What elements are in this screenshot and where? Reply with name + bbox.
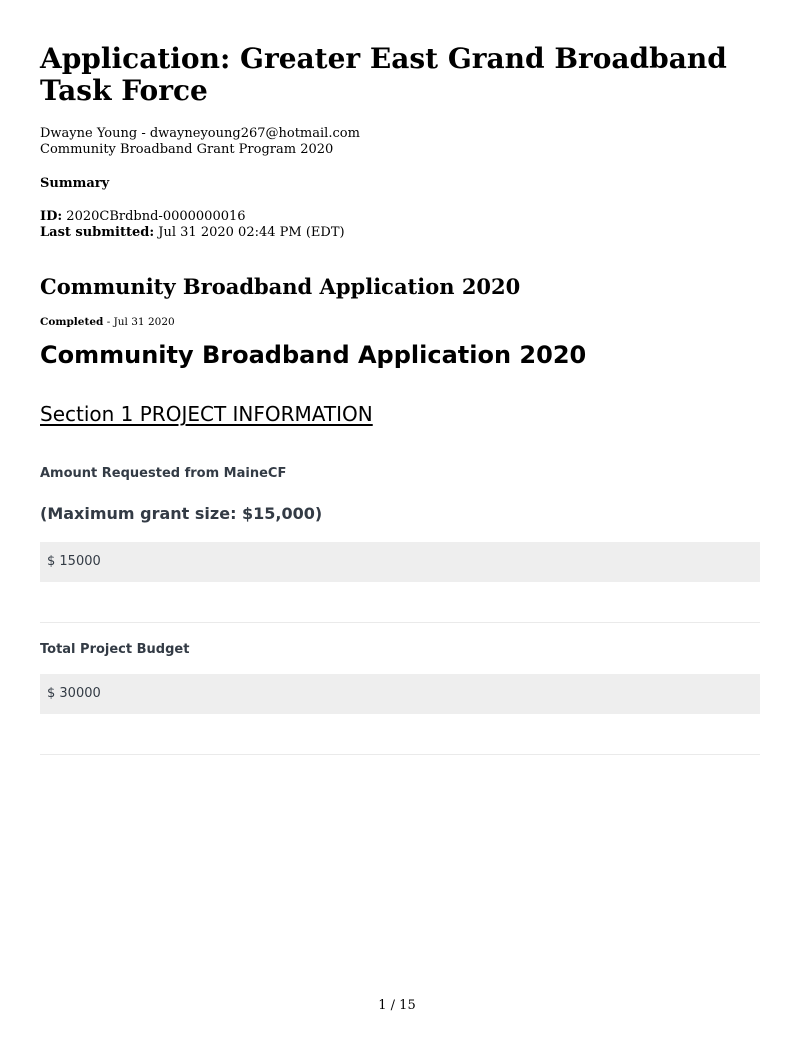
section-title: Section 1 PROJECT INFORMATION [40, 402, 373, 426]
form-status [40, 316, 175, 328]
program-name: Community Broadband Grant Program 2020 [40, 142, 334, 157]
page-number: 1 / 15 [378, 998, 416, 1013]
divider [40, 622, 760, 623]
application-title: Application: Greater East Grand Broadband Task Force [40, 42, 727, 107]
question-label-amount-requested: Amount Requested from MaineCF [40, 466, 287, 481]
submitted-row [40, 225, 345, 241]
answer-total-budget: $ 30000 [40, 674, 760, 714]
applicant-contact: Dwayne Young - dwayneyoung267@hotmail.com [40, 126, 360, 141]
summary-heading: Summary [40, 176, 110, 191]
form-name: Community Broadband Application 2020 [40, 274, 521, 299]
status-date: - Jul 31 2020 [106, 316, 175, 328]
submitted-value: Jul 31 2020 02:44 PM (EDT) [158, 225, 345, 240]
question-sublabel-max-grant: (Maximum grant size: $15,000) [40, 504, 323, 523]
id-value: 2020CBrdbnd-0000000016 [66, 209, 246, 224]
applicant-info [40, 126, 360, 158]
question-label-total-budget: Total Project Budget [40, 642, 190, 657]
submitted-label: Last submitted: [40, 225, 155, 240]
form-heading: Community Broadband Application 2020 [40, 341, 587, 369]
divider [40, 754, 760, 755]
summary-details [40, 209, 345, 241]
id-label: ID: [40, 209, 63, 224]
id-row [40, 209, 345, 225]
status-label: Completed [40, 316, 104, 328]
answer-amount-requested: $ 15000 [40, 542, 760, 582]
